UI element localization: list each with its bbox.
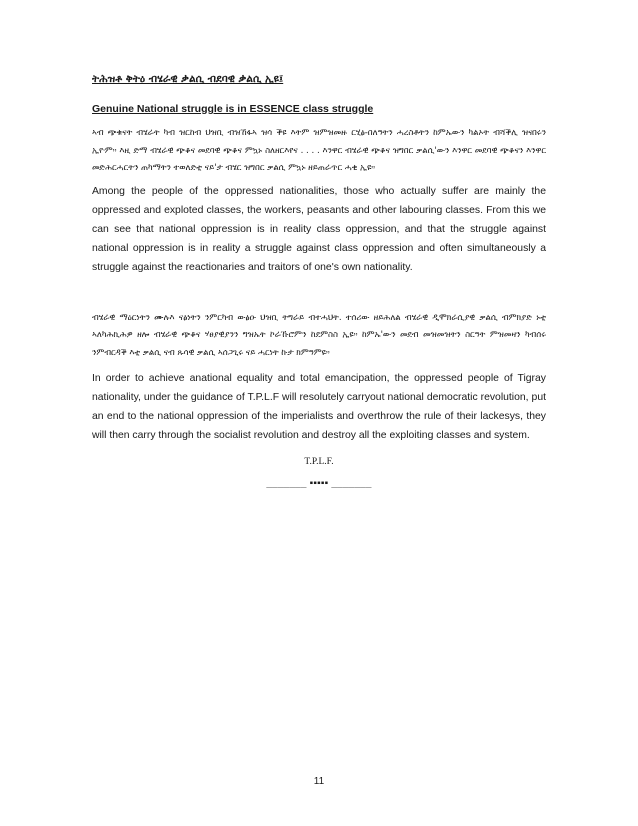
section-separator: _______ ▪▪▪▪▪ _______ bbox=[266, 478, 372, 489]
paragraph-tigrinya-1: ኣብ ጭቁናት ብሄራት ካብ ዝርከብ ህዝቢ ብዝኸፋኣ ዝሳ ቕዩ እትም ዝምዝመዙ ርሂፅ-በለዓትን ሓረስቶትን ከምኡውን ካልኦት ብሻቕሊ ዝናበሩን ኢዮም። እዚ ድማ ብሄራዊ ጭቆና መደባዊ ጭቆና ምኳኑ ስለዘርእየና . . . . እንዋር ብሄራዊ ጭቆና ዝግበር ቃልሲ'ውን እንዋር መደባዊ ጭቆናን እንዋር መድሕርሓርትን ጠካማትን ተወለድቲ ናይ'ታ ብሄር ዝግበር ቃልሲ ምኳኑ ዘይጠራጥር ሓቂ ኢዩ። bbox=[92, 128, 546, 173]
heading-english: Genuine National struggle is in ESSENCE class struggle bbox=[92, 103, 374, 115]
page-number: 11 bbox=[313, 776, 325, 787]
signature: T.P.L.F. bbox=[304, 457, 334, 467]
paragraph-english-1: Among the people of the oppressed nationalities, those who actually suffer are mainly the oppressed and exploted classes, the workers, peasants and other labouring classes. From this we can see that national oppression is in reality class oppression, and that the struggle against national oppression is in reality a struggle against class oppression and often simultaneously a struggle against the reactionaries and traitors of one's own nationality. bbox=[92, 185, 546, 273]
document-body bbox=[92, 71, 546, 491]
heading-tigrinya: ትሕዝቶ ቅትዕ ብሄራዊ ቃልሲ ብደባዊ ቃልሲ ኢዩ፤ bbox=[92, 73, 284, 85]
paragraph-tigrinya-2: ብሄራዊ ማዕርነትን ሙሉእ ናፅነትን ንምርካብ ውፅዑ ህዝቢ ትግራይ ብተሓህት. ተሰሪው ዘይሕለል ብሄራዊ ዲሞክራሲያዊ ቃልሲ ብምክያድ ኑቲ ኣለካሕኪሕዎ ዘሎ ብሄራዊ ጭቆና ሃፀያዊያንን ግዝኡት ኮራኹሮምን ከደምስስ ኢዩ። ከምኡ'ውን መደብ መዝመዝትን ስርዓት ምዝመዛን ካብሰሩ ንምብርዳቕ እቲ ቃልሲ ናብ ጹሳዊ ቃልሲ ኣሰጋጊሩ ናይ ሓርነት ኩታ ክምዓምዩ። bbox=[92, 312, 546, 358]
paragraph-english-2: In order to achieve anational equality and total emancipation, the oppressed people of Tigray nationality, under the guidance of T.P.L.F will resolutely carryout national democratic revolution, put an end to the national oppression of the imperialists and overthrow the rule of their lackesys, they will then carry through the socialist revolution and destroy all the exploiting classes and system. bbox=[92, 373, 546, 441]
